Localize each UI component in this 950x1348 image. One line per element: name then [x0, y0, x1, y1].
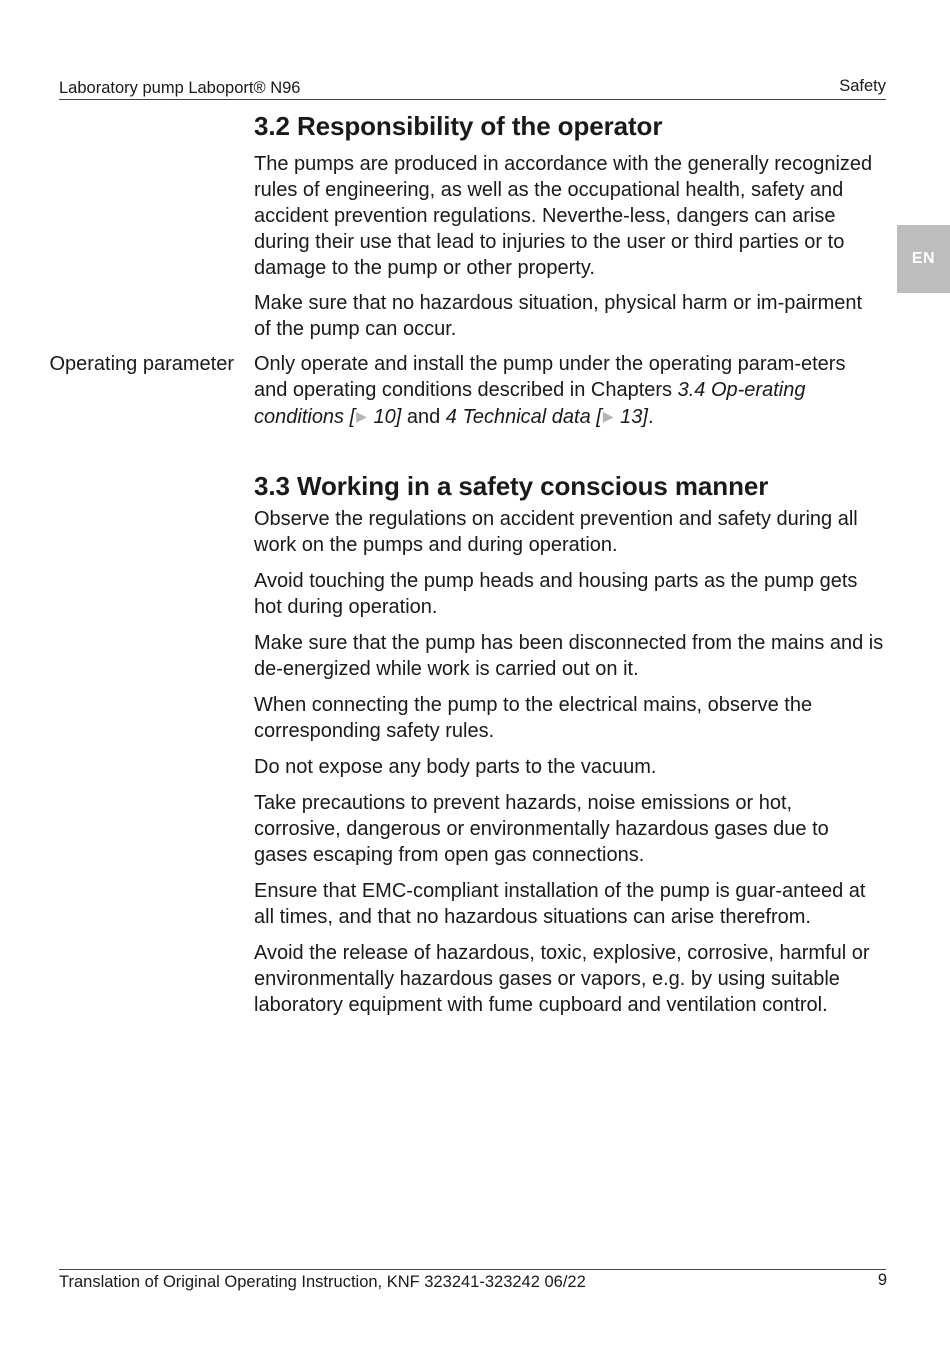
header-divider: [59, 99, 886, 100]
paragraph-text: Only operate and install the pump under the operating param-eters and operating conditions described in Chapters: [254, 353, 846, 401]
cross-reference-technical-data[interactable]: [446, 406, 648, 428]
section-heading-3-2: 3.2 Responsibility of the operator: [254, 111, 663, 141]
paragraph: Make sure that no hazardous situation, physical harm or im-pairment of the pump can occur.: [254, 292, 863, 340]
paragraph: Observe the regulations on accident prevention and safety during all work on the pumps and during operation.: [254, 508, 858, 556]
operating-parameter-block: [49, 351, 884, 430]
paragraph: Avoid touching the pump heads and housing parts as the pump gets hot during operation.: [254, 570, 858, 618]
running-header-title: Laboratory pump Laboport® N96: [59, 79, 301, 97]
paragraph: Avoid the release of hazardous, toxic, explosive, corrosive, harmful or environmentally hazardous gases or vapors, e.g. by using suitable laboratory equipment with fume cupboard and ventilation control.: [254, 942, 870, 1016]
paragraph: Do not expose any body parts to the vacuum.: [254, 756, 657, 778]
running-header-section: Safety: [839, 77, 886, 95]
reference-title: 3.4 Op-erating conditions [: [254, 379, 806, 428]
paragraph-operating-parameter: [254, 351, 884, 430]
section-heading-3-3: 3.3 Working in a safety conscious manner: [254, 471, 769, 501]
paragraph-text: and: [401, 406, 446, 428]
page-link-arrow-icon: ▶: [356, 408, 367, 424]
paragraph-text: .: [647, 406, 654, 428]
footer-divider: [59, 1269, 886, 1270]
paragraph: The pumps are produced in accordance with the generally recognized rules of engineering, as well as the occupational health, safety and accident prevention regulations. Neverthe-less, dangers can arise during their use that lead to injuries to the user or third parties or to damage to the pump or other property.: [254, 153, 873, 279]
page-link-arrow-icon: ▶: [602, 408, 614, 424]
reference-title: 4 Technical data [: [445, 406, 602, 428]
reference-page: 13]: [614, 406, 648, 428]
margin-label-operating-parameter: Operating parameter: [49, 353, 234, 375]
paragraph: When connecting the pump to the electrical mains, observe the corresponding safety rules.: [254, 694, 813, 742]
page-content: [49, 108, 884, 1018]
footer-text: Translation of Original Operating Instruction, KNF 323241-323242 06/22: [59, 1273, 586, 1291]
paragraph: Ensure that EMC-compliant installation of the pump is guar-anteed at all times, and that no hazardous situations can arise therefrom.: [254, 880, 866, 928]
reference-page: 10]: [367, 406, 402, 428]
language-tab: EN: [897, 225, 950, 293]
paragraph: Make sure that the pump has been disconnected from the mains and is de-energized while work is carried out on it.: [254, 632, 884, 680]
page-number: 9: [877, 1271, 887, 1289]
paragraph: Take precautions to prevent hazards, noise emissions or hot, corrosive, dangerous or environmentally hazardous gases due to gases escaping from open gas connections.: [254, 792, 829, 866]
